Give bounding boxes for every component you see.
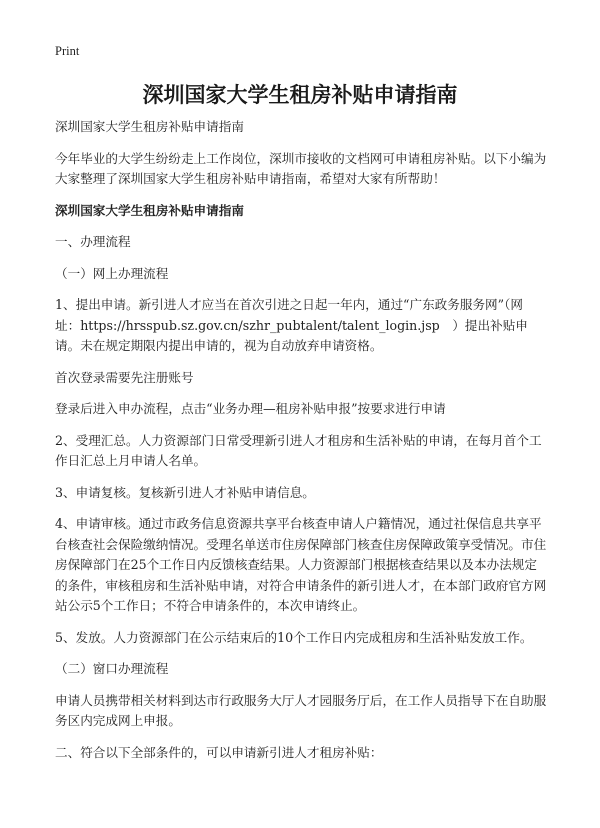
section-heading: 深圳国家大学生租房补贴申请指南 [55, 202, 244, 218]
print-link[interactable]: Print [55, 44, 80, 58]
step-payout-paragraph: 5、发放。人力资源部门在公示结束后的10个工作日内完成租房和生活补贴发放工作。 [55, 629, 533, 645]
window-process-paragraph: 申请人员携带相关材料到达市行政服务大厅人才园服务厅后，在工作人员指导下在自助服务区内完成网上申报。 [55, 692, 547, 728]
process-heading: 一、办理流程 [55, 234, 131, 249]
window-process-heading: （二）窗口办理流程 [55, 661, 169, 676]
document-title: 深圳国家大学生租房补贴申请指南 [142, 82, 458, 107]
step-audit-paragraph: 4、申请审核。通过市政务信息资源共享平台核查申请人户籍情况，通过社保信息共享平台核查社会保险缴纳情况。受理名单送市住房保障部门核查住房保障政策享受情况。市住房保障部门在25个工作日内反馈核查结果。人力资源部门根据核查结果以及本办法规定的条件，审核租房和生活补贴申请，对符合申请条件的新引进人才，在本部门政府官方网站公示5个工作日；不符合申请条件的，本次申请终止。 [55, 516, 547, 613]
register-note-paragraph: 首次登录需要先注册账号 [55, 369, 194, 385]
intro-paragraph: 今年毕业的大学生纷纷走上工作岗位，深圳市接收的文档网可申请租房补贴。以下小编为大家整理了深圳国家大学生租房补贴申请指南，希望对大家有所帮助！ [55, 150, 547, 186]
document-body [55, 117, 547, 774]
step-accept-paragraph: 2、受理汇总。人力资源部门日常受理新引进人才租房和生活补贴的申请，在每月首个工作日汇总上月申请人名单。 [55, 432, 542, 468]
online-process-heading: （一）网上办理流程 [55, 265, 169, 281]
step-apply-paragraph: 1、提出申请。新引进人才应当在首次引进之日起一年内，通过“广东政务服务网”（网址：https://hrsspub.sz.gov.cn/szhr_pubtalent/talent_login.jsp ）提出补贴申请。未在规定期限内提出申请的，视为自动放弃申请资格。 [55, 297, 528, 353]
login-note-paragraph: 登录后进入申办流程，点击“业务办理—租房补贴申报”按要求进行申请 [55, 401, 446, 416]
step-recheck-paragraph: 3、申请复核。复核新引进人才补贴申请信息。 [55, 484, 315, 500]
conditions-heading: 二、符合以下全部条件的，可以申请新引进人才租房补贴： [55, 744, 383, 760]
subtitle-paragraph: 深圳国家大学生租房补贴申请指南 [55, 119, 244, 134]
